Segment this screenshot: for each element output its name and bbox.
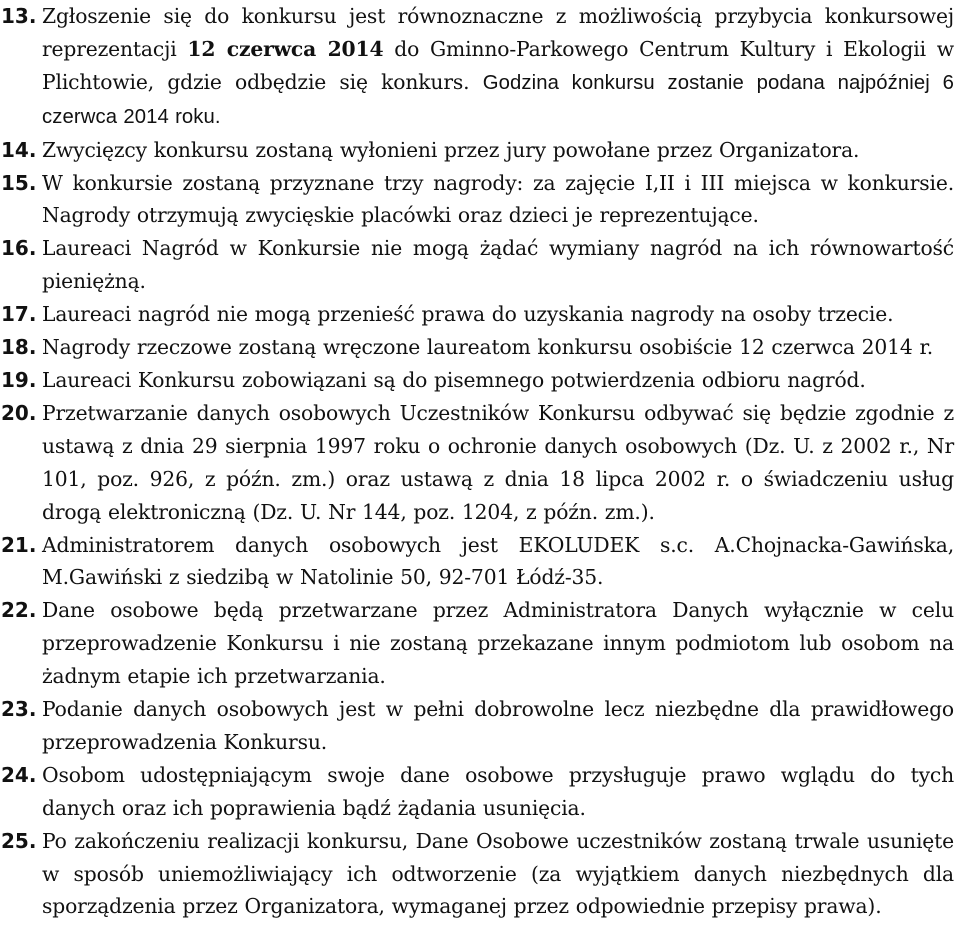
text-segment: Podanie danych osobowych jest w pełni dobrowolne lecz niezbędne dla prawidłowego przeprowadzenia Konkursu. xyxy=(42,697,954,754)
item-number: 15. xyxy=(1,170,37,195)
text-segment: Przetwarzanie danych osobowych Uczestników Konkursu odbywać się będzie zgodnie z ustawą z dnia 29 sierpnia 1997 roku o ochronie danych osobowych (Dz. U. z 2002 r., Nr 101, poz. 926, z późn. zm.) oraz ustawą z dnia 18 lipca 2002 r. o świadczeniu usług drogą elektroniczną (Dz. U. Nr 144, poz. 1204, z późn. zm.). xyxy=(42,400,954,524)
regulation-item xyxy=(1,364,954,397)
regulation-item xyxy=(1,693,954,759)
item-number: 23. xyxy=(1,697,37,722)
item-text xyxy=(42,533,954,590)
item-number: 20. xyxy=(1,400,37,425)
text-segment: Administratorem danych osobowych jest EKOLUDEK s.c. A.Chojnacka-Gawińska, M.Gawiński z siedzibą w Natolinie 50, 92-701 Łódź-35. xyxy=(42,532,954,590)
regulation-item xyxy=(1,594,954,693)
item-number: 13. xyxy=(1,4,37,28)
regulation-item xyxy=(1,0,954,134)
item-number: 22. xyxy=(1,598,37,623)
regulation-item xyxy=(1,397,954,529)
item-text xyxy=(42,4,954,128)
text-segment: Po zakończeniu realizacji konkursu, Dane Osobowe uczestników zostaną trwale usunięte w sposób uniemożliwiający ich odtworzenie (za wyjątkiem danych niezbędnych dla sporządzenia przez Organizatora, wymaganej przez odpowiednie przepisy prawa). xyxy=(42,828,954,919)
item-text xyxy=(42,302,893,326)
item-number: 14. xyxy=(1,137,37,162)
regulation-item xyxy=(1,331,954,364)
text-segment: Osobom udostępniającym swoje dane osobowe przysługuje prawo wglądu do tych danych oraz ich poprawienia bądź żądania usunięcia. xyxy=(42,762,954,820)
item-text xyxy=(42,763,954,820)
text-segment: Nagrody rzeczowe zostaną wręczone laureatom konkursu osobiście 12 czerwca 2014 r. xyxy=(42,335,934,360)
item-text xyxy=(42,335,933,359)
item-text xyxy=(42,171,954,228)
item-text xyxy=(42,236,954,293)
regulation-item xyxy=(1,825,954,924)
item-text xyxy=(42,829,954,919)
text-segment: Dane osobowe będą przetwarzane przez Administratora Danych wyłącznie w celu przeprowadzenie Konkursu i nie zostaną przekazane innym podmiotom lub osobom na żadnym etapie ich przetwarzania. xyxy=(42,598,954,689)
text-segment: do Gminno-Parkowego Centrum Kultury i Ekologii w Plichtowie, gdzie odbędzie się konkurs. xyxy=(42,36,954,94)
highlighted-date: 12 czerwca 2014 xyxy=(187,36,384,61)
item-text xyxy=(42,598,954,688)
item-text xyxy=(42,697,954,754)
regulation-item xyxy=(1,134,954,167)
regulation-item xyxy=(1,167,954,233)
text-segment: Laureaci Konkursu zobowiązani są do pisemnego potwierdzenia odbioru nagród. xyxy=(42,367,866,392)
regulation-item xyxy=(1,759,954,825)
regulation-item xyxy=(1,529,954,595)
item-number: 17. xyxy=(1,302,37,327)
item-number: 19. xyxy=(1,367,37,392)
item-text xyxy=(42,401,954,524)
text-segment: Godzina konkursu zostanie podana najpóźniej 6 czerwca 2014 roku. xyxy=(42,71,955,128)
item-text xyxy=(42,138,859,162)
text-segment: Zwycięzcy konkursu zostaną wyłonieni przez jury powołane przez Organizatora. xyxy=(42,137,860,162)
text-segment: Laureaci Nagród w Konkursie nie mogą żądać wymiany nagród na ich równowartość pieniężną. xyxy=(42,236,954,294)
item-number: 18. xyxy=(1,335,37,360)
text-segment: W konkursie zostaną przyznane trzy nagrody: za zajęcie I,II i III miejsca w konkursie. Nagrody otrzymują zwycięskie placówki oraz dzieci je reprezentujące. xyxy=(42,170,954,228)
item-number: 21. xyxy=(1,532,37,557)
text-segment: Laureaci nagród nie mogą przenieść prawa do uzyskania nagrody na osoby trzecie. xyxy=(42,302,894,327)
item-number: 25. xyxy=(1,828,37,853)
regulation-item xyxy=(1,232,954,298)
item-text xyxy=(42,368,866,392)
regulation-item xyxy=(1,298,954,331)
item-number: 16. xyxy=(1,236,37,261)
item-number: 24. xyxy=(1,762,37,787)
text-segment: Zgłoszenie się do konkursu jest równoznaczne z możliwością przybycia konkursowej reprezentacji xyxy=(42,4,954,61)
